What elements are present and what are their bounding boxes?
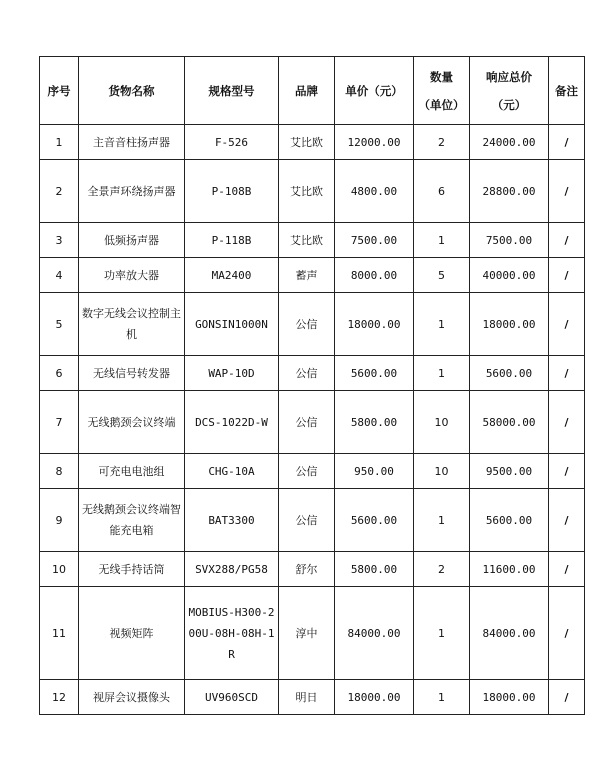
header-brand: 品牌 <box>279 57 335 125</box>
cell-total: 58000.00 <box>470 391 549 454</box>
table-row <box>40 680 585 715</box>
cell-model: P-108B <box>185 160 279 223</box>
cell-remark: / <box>549 258 585 293</box>
cell-brand: 公信 <box>279 293 335 356</box>
cell-brand: 公信 <box>279 356 335 391</box>
cell-model: F-526 <box>185 125 279 160</box>
cell-name: 功率放大器 <box>79 258 185 293</box>
cell-name: 低频扬声器 <box>79 223 185 258</box>
table-row <box>40 356 585 391</box>
cell-price: 8000.00 <box>335 258 414 293</box>
cell-seq: 2 <box>40 160 79 223</box>
cell-name: 视屏会议摄像头 <box>79 680 185 715</box>
cell-qty: 1 <box>414 587 470 680</box>
cell-seq: 6 <box>40 356 79 391</box>
cell-total: 5600.00 <box>470 356 549 391</box>
cell-total: 28800.00 <box>470 160 549 223</box>
cell-seq: 11 <box>40 587 79 680</box>
table-row <box>40 489 585 552</box>
cell-total: 24000.00 <box>470 125 549 160</box>
cell-seq: 10 <box>40 552 79 587</box>
cell-price: 84000.00 <box>335 587 414 680</box>
cell-brand: 公信 <box>279 489 335 552</box>
cell-model: DCS-1022D-W <box>185 391 279 454</box>
cell-price: 4800.00 <box>335 160 414 223</box>
header-model: 规格型号 <box>185 57 279 125</box>
cell-total: 5600.00 <box>470 489 549 552</box>
quotation-table <box>39 56 585 715</box>
cell-name: 主音音柱扬声器 <box>79 125 185 160</box>
cell-model: UV960SCD <box>185 680 279 715</box>
cell-name: 无线手持话筒 <box>79 552 185 587</box>
cell-qty: 6 <box>414 160 470 223</box>
cell-brand: 公信 <box>279 454 335 489</box>
header-total <box>470 57 549 125</box>
header-total-line2: （元） <box>491 97 527 112</box>
cell-total: 40000.00 <box>470 258 549 293</box>
cell-qty: 1 <box>414 223 470 258</box>
cell-brand: 明日 <box>279 680 335 715</box>
cell-remark: / <box>549 125 585 160</box>
cell-seq: 1 <box>40 125 79 160</box>
header-quantity-line2: （单位） <box>418 97 465 112</box>
cell-name: 全景声环绕扬声器 <box>79 160 185 223</box>
cell-name: 无线鹅颈会议终端智能充电箱 <box>79 489 185 552</box>
table-row <box>40 391 585 454</box>
cell-remark: / <box>549 356 585 391</box>
cell-brand: 淳中 <box>279 587 335 680</box>
table-row <box>40 552 585 587</box>
table-row <box>40 587 585 680</box>
cell-remark: / <box>549 454 585 489</box>
header-quantity-line1: 数量 <box>430 69 453 84</box>
cell-price: 5800.00 <box>335 391 414 454</box>
cell-brand: 艾比欧 <box>279 160 335 223</box>
cell-remark: / <box>549 680 585 715</box>
cell-name: 数字无线会议控制主机 <box>79 293 185 356</box>
cell-qty: 2 <box>414 125 470 160</box>
cell-remark: / <box>549 391 585 454</box>
table-row <box>40 160 585 223</box>
cell-brand: 艾比欧 <box>279 125 335 160</box>
cell-price: 18000.00 <box>335 680 414 715</box>
cell-model: CHG-10A <box>185 454 279 489</box>
cell-remark: / <box>549 223 585 258</box>
cell-remark: / <box>549 489 585 552</box>
cell-remark: / <box>549 293 585 356</box>
cell-total: 18000.00 <box>470 293 549 356</box>
cell-qty: 10 <box>414 454 470 489</box>
cell-model: SVX288/PG58 <box>185 552 279 587</box>
cell-total: 9500.00 <box>470 454 549 489</box>
cell-name: 无线信号转发器 <box>79 356 185 391</box>
cell-name: 无线鹅颈会议终端 <box>79 391 185 454</box>
cell-brand: 舒尔 <box>279 552 335 587</box>
cell-seq: 5 <box>40 293 79 356</box>
cell-total: 18000.00 <box>470 680 549 715</box>
header-quantity <box>414 57 470 125</box>
cell-total: 84000.00 <box>470 587 549 680</box>
cell-price: 12000.00 <box>335 125 414 160</box>
cell-seq: 12 <box>40 680 79 715</box>
cell-qty: 2 <box>414 552 470 587</box>
cell-seq: 9 <box>40 489 79 552</box>
cell-price: 5800.00 <box>335 552 414 587</box>
table-row <box>40 454 585 489</box>
cell-remark: / <box>549 552 585 587</box>
cell-brand: 公信 <box>279 391 335 454</box>
cell-brand: 蓄声 <box>279 258 335 293</box>
header-unit-price: 单价（元） <box>335 57 414 125</box>
cell-qty: 1 <box>414 293 470 356</box>
cell-model: MA2400 <box>185 258 279 293</box>
cell-qty: 1 <box>414 356 470 391</box>
cell-name: 视频矩阵 <box>79 587 185 680</box>
cell-seq: 8 <box>40 454 79 489</box>
cell-total: 7500.00 <box>470 223 549 258</box>
cell-seq: 4 <box>40 258 79 293</box>
cell-model: GONSIN1000N <box>185 293 279 356</box>
cell-name: 可充电电池组 <box>79 454 185 489</box>
cell-qty: 5 <box>414 258 470 293</box>
cell-price: 7500.00 <box>335 223 414 258</box>
header-name: 货物名称 <box>79 57 185 125</box>
cell-price: 5600.00 <box>335 356 414 391</box>
cell-seq: 3 <box>40 223 79 258</box>
cell-model: MOBIUS-H300-200U-08H-08H-1R <box>185 587 279 680</box>
cell-total: 11600.00 <box>470 552 549 587</box>
cell-remark: / <box>549 160 585 223</box>
cell-brand: 艾比欧 <box>279 223 335 258</box>
table-row <box>40 125 585 160</box>
cell-qty: 10 <box>414 391 470 454</box>
cell-price: 950.00 <box>335 454 414 489</box>
header-row <box>40 57 585 125</box>
cell-qty: 1 <box>414 489 470 552</box>
cell-qty: 1 <box>414 680 470 715</box>
table-row <box>40 293 585 356</box>
cell-remark: / <box>549 587 585 680</box>
cell-price: 5600.00 <box>335 489 414 552</box>
table-row <box>40 258 585 293</box>
cell-model: WAP-10D <box>185 356 279 391</box>
table-row <box>40 223 585 258</box>
cell-model: P-118B <box>185 223 279 258</box>
header-remark: 备注 <box>549 57 585 125</box>
cell-seq: 7 <box>40 391 79 454</box>
cell-model: BAT3300 <box>185 489 279 552</box>
header-total-line1: 响应总价 <box>486 69 532 84</box>
header-seq: 序号 <box>40 57 79 125</box>
cell-price: 18000.00 <box>335 293 414 356</box>
